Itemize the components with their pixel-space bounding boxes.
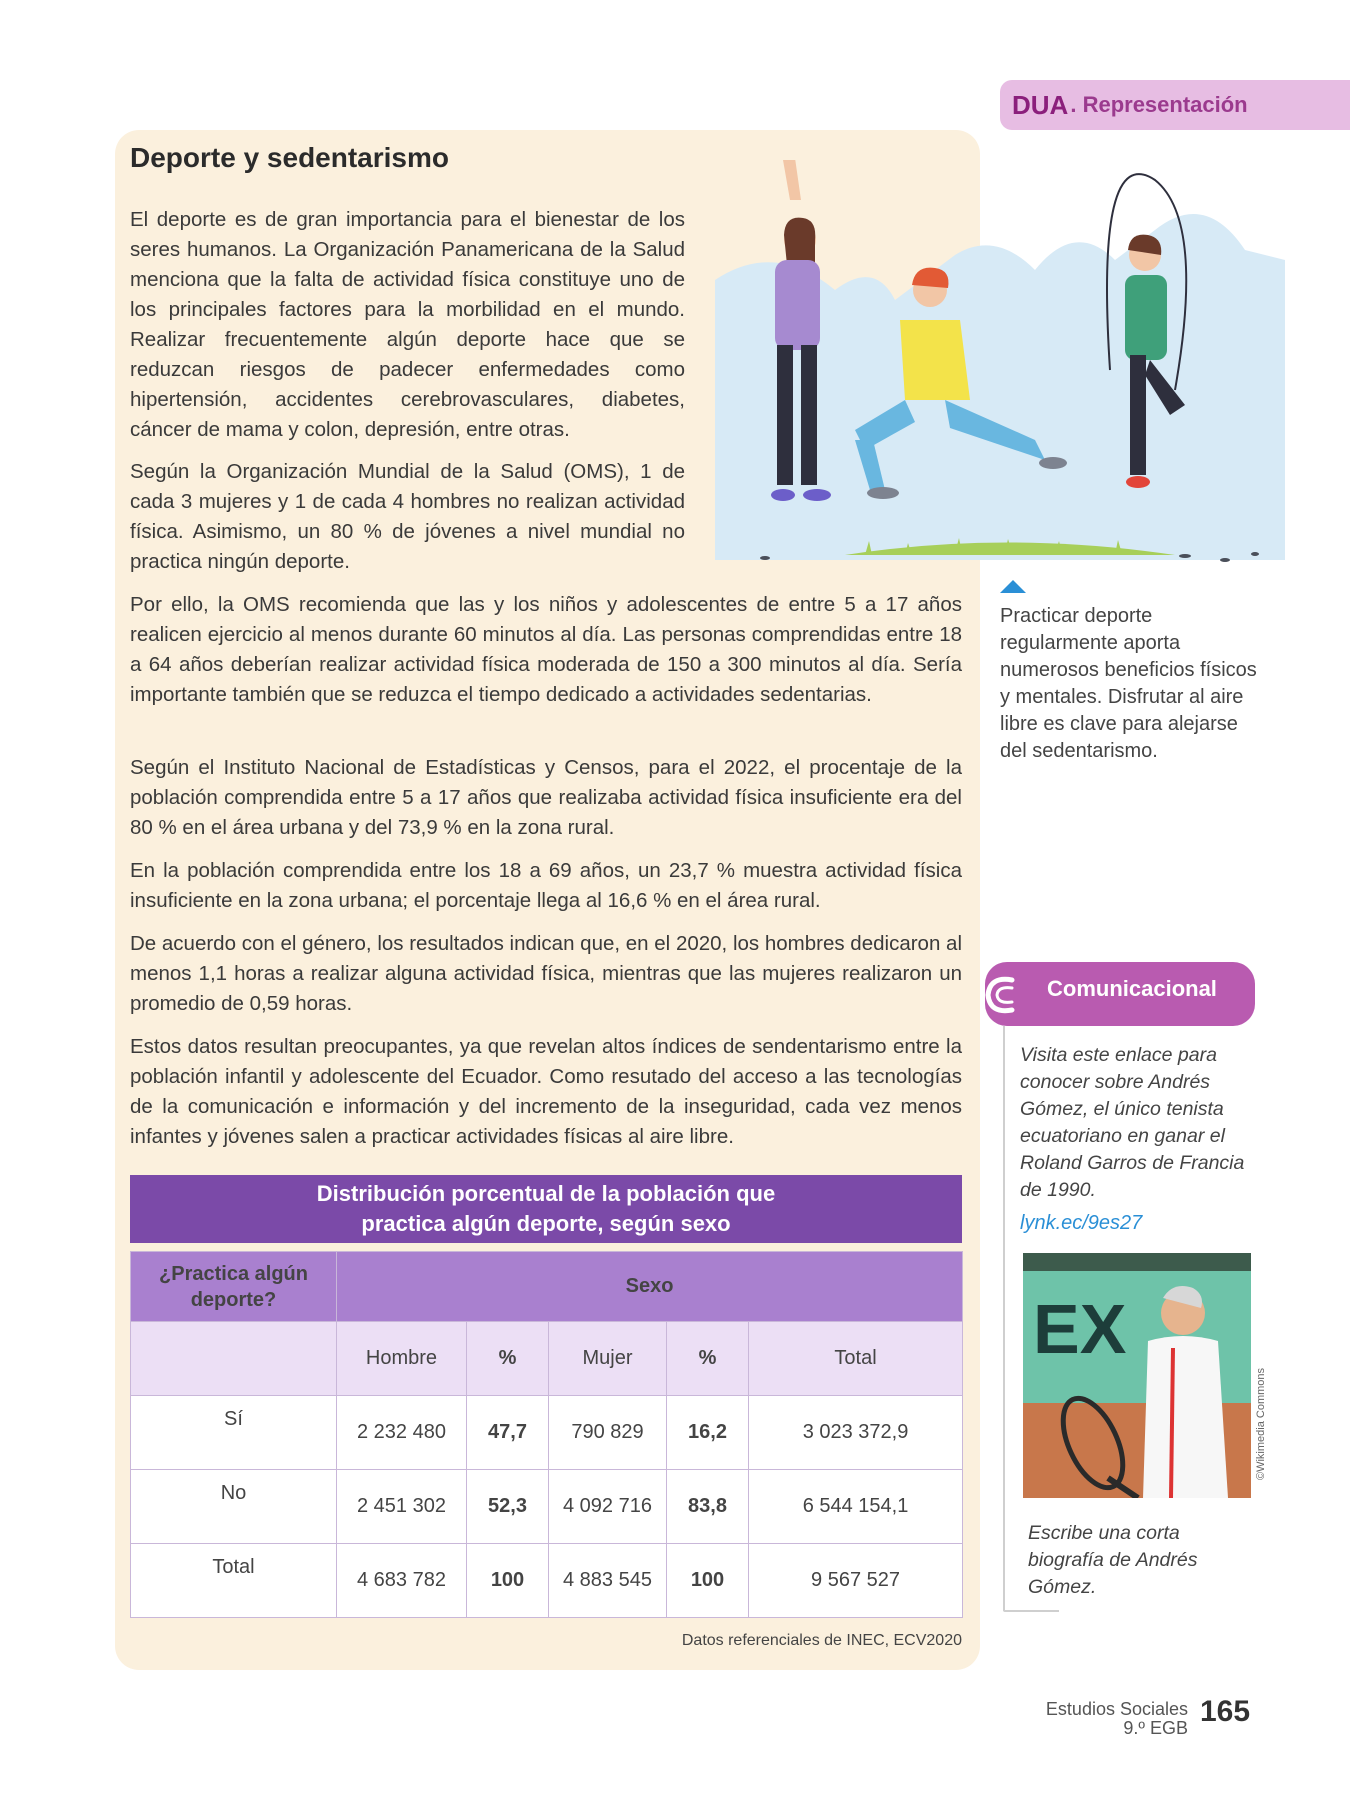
table-cell: 2 232 480 [337, 1396, 467, 1470]
sport-distribution-table [130, 1251, 963, 1618]
table-cell: 4 092 716 [549, 1470, 667, 1544]
column-header: Hombre [337, 1322, 467, 1396]
dua-tab [1000, 80, 1350, 130]
table-cell: 4 883 545 [549, 1544, 667, 1618]
dua-label: DUA [1012, 89, 1069, 120]
table-row [131, 1470, 963, 1544]
table-source: Datos referenciales de INEC, ECV2020 [681, 1632, 962, 1649]
paragraph-4: Según el Instituto Nacional de Estadísticas y Censos, para el 2022, el procentaje de la población comprendida entre 5 a 17 años que realizaba actividad física insuficiente era del 80 % en el área urbana y del 73,9 % en la zona rural. [130, 756, 962, 839]
article-title: Deporte y sedentarismo [130, 142, 449, 173]
group-header-cell: Sexo [337, 1252, 963, 1322]
table-title [130, 1175, 962, 1243]
table-cell: 6 544 154,1 [749, 1470, 963, 1544]
table-cell: 47,7 [467, 1396, 549, 1470]
table-title-line-1: Distribución porcentual de la población que [316, 1181, 776, 1206]
paragraph-6: De acuerdo con el género, los resultados indican que, en el 2020, los hombres dedicaron al menos 1,1 horas a realizar alguna actividad física, mientras que las mujeres realizaron un promedio de 0,59 horas. [130, 932, 962, 1015]
table-title-line-2: practica algún deporte, según sexo [361, 1211, 731, 1236]
empty-header-cell [131, 1322, 337, 1396]
table-cell: 83,8 [667, 1470, 749, 1544]
exercise-illustration [705, 160, 1285, 570]
table-cell: 100 [667, 1544, 749, 1618]
image-caption: Practicar deporte regularmente aporta numerosos beneficios físicos y mentales. Disfrutar al aire libre es clave para alejarse del sedentarismo. [1000, 605, 1257, 762]
sidebar-divider-bottom [1003, 1610, 1059, 1612]
dua-sublabel: . Representación [1070, 92, 1248, 117]
paragraph-7: Estos datos resultan preocupantes, ya que revelan altos índices de sendentarismo entre la población infantil y adolescente del Ecuador. Como resutado del acceso a las tecnologías de la comunicación e información y del incremento de la inseguridad, cada vez menos infantes y jóvenes salen a practicar actividades físicas al aire libre. [130, 1035, 962, 1148]
paragraph-5: En la población comprendida entre los 18 a 69 años, un 23,7 % muestra actividad física insuficiente en la zona urbana; el porcentaje llega al 16,6 % en el área rural. [130, 859, 962, 912]
row-label: No [131, 1470, 337, 1544]
row-label: Total [131, 1544, 337, 1618]
paragraph-2: Según la Organización Mundial de la Salud (OMS), 1 de cada 3 mujeres y 1 de cada 4 hombres no realizan actividad física. Asimismo, un 80 % de jóvenes a nivel mundial no practica ningún deporte. [130, 460, 685, 573]
table-row [131, 1544, 963, 1618]
sidebar-text: Visita este enlace para conocer sobre Andrés Gómez, el único tenista ecuatoriano en ganar el Roland Garros de Francia de 1990. [1020, 1044, 1245, 1201]
caption-arrow-icon [1000, 580, 1026, 593]
table-cell: 100 [467, 1544, 549, 1618]
table-row [131, 1396, 963, 1470]
table-cell: 790 829 [549, 1396, 667, 1470]
table-cell: 52,3 [467, 1470, 549, 1544]
sidebar-divider [1003, 1026, 1005, 1611]
sidebar-link[interactable]: lynk.ec/9es27 [1020, 1212, 1143, 1234]
row-label: Sí [131, 1396, 337, 1470]
table-cell: 4 683 782 [337, 1544, 467, 1618]
footer-subject [1000, 1700, 1188, 1738]
svg-text:EX: EX [1033, 1290, 1127, 1368]
comunicacional-label: Comunicacional [1047, 976, 1217, 1001]
comunicacional-c-icon [982, 972, 1022, 1018]
sidebar-task: Escribe una corta biografía de Andrés Gómez. [1028, 1522, 1198, 1598]
column-header: Mujer [549, 1322, 667, 1396]
table-columns-row [131, 1322, 963, 1396]
column-header: % [667, 1322, 749, 1396]
row-header-cell: ¿Practica algún deporte? [131, 1252, 337, 1322]
table-cell: 3 023 372,9 [749, 1396, 963, 1470]
column-header: % [467, 1322, 549, 1396]
footer-subject-name: Estudios Sociales [1045, 1699, 1188, 1719]
paragraph-3: Por ello, la OMS recomienda que las y los niños y adolescentes de entre 5 a 17 años realicen ejercicio al menos durante 60 minutos al día. Las personas comprendidas entre 18 a 64 años deberían realizar actividad física moderada de 150 a 300 minutos al día. Sería importante también que se reduzca el tiempo dedicado a actividades sedentarias. [130, 593, 962, 706]
paragraph-1: El deporte es de gran importancia para el bienestar de los seres humanos. La Organización Panamericana de la Salud menciona que la falta de actividad física constituye uno de los principales factores para la morbilidad en el mundo. Realizar frecuentemente algún deporte hace que se reduzcan riesgos de padecer enfermedades como hipertensión, accidentes cerebrovasculares, diabetes, cáncer de mama y colon, depresión, entre otras. [130, 208, 685, 441]
footer-grade: 9.º EGB [1123, 1718, 1188, 1738]
table-header-row [131, 1252, 963, 1322]
page-number: 165 [1200, 1695, 1251, 1728]
table-cell: 16,2 [667, 1396, 749, 1470]
column-header: Total [749, 1322, 963, 1396]
table-cell: 2 451 302 [337, 1470, 467, 1544]
table-cell: 9 567 527 [749, 1544, 963, 1618]
photo-credit: ©Wikimedia Commons [1255, 1367, 1267, 1480]
tennis-player-photo [1023, 1253, 1251, 1498]
